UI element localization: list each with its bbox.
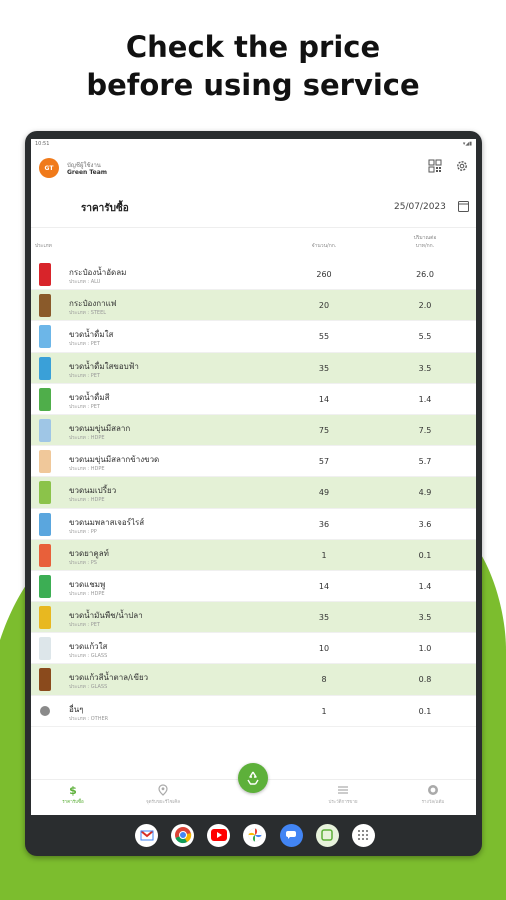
product-price: 5.5	[418, 332, 432, 342]
product-qty: 10	[318, 644, 330, 654]
product-thumbnail	[39, 481, 51, 504]
gear-icon[interactable]	[455, 159, 469, 173]
gmail-icon[interactable]	[135, 824, 158, 847]
product-qty: 8	[321, 675, 327, 685]
product-type: ประเภท : HDPE	[69, 497, 105, 504]
table-row[interactable]	[31, 664, 476, 695]
nav-item-history[interactable]	[313, 784, 373, 805]
status-time: 10:51	[35, 141, 50, 147]
app-screen	[31, 139, 476, 815]
taskbar-dock	[135, 822, 375, 848]
table-row[interactable]	[31, 540, 476, 571]
product-type: ประเภท : PET	[69, 372, 100, 379]
product-name: ขวดน้ำดื่มสี	[69, 392, 110, 402]
account-label: บัญชีผู้ใช้งาน	[67, 162, 101, 169]
product-name: ขวดแก้วใส	[69, 642, 108, 652]
product-name: กระป๋องกาแฟ	[69, 299, 117, 309]
table-row[interactable]	[31, 384, 476, 415]
product-price: 7.5	[418, 425, 432, 435]
product-name: ขวดน้ำดื่มใส	[69, 330, 114, 340]
product-type: ประเภท : STEEL	[69, 310, 107, 317]
product-price: 1.0	[418, 644, 432, 654]
product-price: 3.5	[418, 363, 432, 373]
table-row[interactable]	[31, 353, 476, 384]
product-type: ประเภท : HDPE	[69, 590, 105, 597]
product-type: ประเภท : PET	[69, 403, 100, 410]
nav-item-price[interactable]	[43, 784, 103, 805]
nav-label: จุดรับขยะรีไซเคิล	[145, 800, 180, 805]
recycle-fab-button[interactable]	[238, 763, 268, 793]
table-row[interactable]	[31, 415, 476, 446]
product-thumbnail	[39, 388, 51, 411]
title-row	[31, 191, 476, 221]
product-name: ขวดนมขุ่นมีสลากข้างขวด	[69, 455, 160, 465]
table-row[interactable]	[31, 696, 476, 727]
product-qty: 1	[321, 550, 327, 560]
product-type: ประเภท : GLASS	[69, 684, 108, 691]
product-thumbnail	[40, 706, 50, 716]
product-thumbnail	[39, 357, 51, 380]
table-row[interactable]	[31, 290, 476, 321]
col-qty-header: จำนวน/กก.	[311, 243, 337, 249]
location-pin-icon	[157, 784, 169, 796]
nav-label: ราคารับซื้อ	[62, 800, 84, 805]
tablet-frame	[25, 131, 482, 856]
product-price: 1.4	[418, 394, 432, 404]
product-thumbnail	[39, 575, 51, 598]
product-type: ประเภท : PP	[69, 528, 97, 535]
product-price: 3.5	[418, 613, 432, 623]
product-thumbnail	[39, 450, 51, 473]
product-price: 0.1	[418, 550, 432, 560]
qr-code-icon[interactable]	[428, 159, 442, 173]
app-bar	[31, 153, 476, 183]
nav-label: ประวัติการขาย	[328, 800, 358, 805]
product-name: ขวดนมขุ่นมีสลาก	[69, 423, 131, 433]
product-qty: 55	[318, 332, 330, 342]
product-thumbnail	[39, 325, 51, 348]
product-thumbnail	[39, 513, 51, 536]
product-price: 0.8	[418, 675, 432, 685]
product-price: 0.1	[418, 706, 432, 716]
product-name: ขวดน้ำดื่มใสขอบฟ้า	[69, 361, 139, 371]
product-price: 3.6	[418, 519, 432, 529]
product-name: ขวดน้ำมันพืช/น้ำปลา	[69, 611, 143, 621]
table-row[interactable]	[31, 602, 476, 633]
nav-item-location[interactable]	[133, 784, 193, 805]
col-price-header-line-2: บาท/กก.	[415, 243, 435, 249]
status-bar	[31, 139, 476, 150]
date-value[interactable]: 25/07/2023	[394, 202, 446, 212]
product-thumbnail	[39, 419, 51, 442]
product-thumbnail	[39, 668, 51, 691]
messages-icon[interactable]	[280, 824, 303, 847]
product-price: 5.7	[418, 457, 432, 467]
youtube-icon[interactable]	[207, 824, 230, 847]
product-qty: 260	[316, 270, 332, 279]
app-icon[interactable]	[316, 824, 339, 847]
table-row[interactable]	[31, 633, 476, 664]
product-qty: 1	[321, 706, 327, 716]
list-icon	[337, 784, 349, 796]
product-name: ขวดแก้วสีน้ำตาล/เขียว	[69, 673, 149, 683]
svg-text:$: $	[69, 784, 77, 796]
product-qty: 14	[318, 581, 330, 591]
recycle-icon	[245, 770, 261, 786]
photos-icon[interactable]	[243, 824, 266, 847]
product-name: อื่นๆ	[69, 704, 84, 714]
table-row[interactable]	[31, 477, 476, 508]
price-table	[31, 259, 476, 727]
product-price: 4.9	[418, 488, 432, 498]
product-type: ประเภท : HDPE	[69, 434, 105, 441]
product-qty: 75	[318, 425, 330, 435]
product-thumbnail	[39, 544, 51, 567]
col-price-header	[401, 234, 449, 250]
product-name: ขวดนมพลาสเจอร์ไรส์	[69, 517, 145, 527]
product-price: 1.4	[418, 581, 432, 591]
product-type: ประเภท : ALU	[69, 279, 101, 285]
avatar[interactable]: GT	[39, 158, 59, 178]
product-thumbnail	[39, 637, 51, 660]
product-type: ประเภท : PET	[69, 341, 100, 348]
table-row[interactable]	[31, 571, 476, 602]
table-row[interactable]	[31, 259, 476, 290]
headline	[0, 28, 506, 104]
product-type: ประเภท : OTHER	[69, 715, 109, 722]
table-row[interactable]	[31, 446, 476, 477]
headline-line-1: Check the price	[125, 30, 381, 64]
dollar-icon	[67, 784, 79, 796]
table-header	[31, 227, 476, 259]
product-qty: 35	[318, 363, 330, 373]
status-icons: ▾◢▮	[462, 141, 472, 147]
product-qty: 35	[318, 613, 330, 623]
apps-grid-icon[interactable]	[352, 824, 375, 847]
product-thumbnail	[39, 263, 51, 286]
col-price-header-line-1: ปริมาณต่อ	[413, 235, 437, 241]
badge-icon	[427, 784, 439, 796]
product-thumbnail	[39, 294, 51, 317]
page-title: ราคารับซื้อ	[81, 203, 129, 214]
nav-label: รางวัล/แต้ม	[421, 800, 445, 805]
product-thumbnail	[39, 606, 51, 629]
product-price: 26.0	[416, 270, 434, 279]
table-row[interactable]	[31, 321, 476, 352]
product-qty: 14	[318, 394, 330, 404]
calendar-icon[interactable]	[458, 200, 469, 212]
product-price: 2.0	[418, 301, 432, 311]
headline-line-2: before using service	[86, 68, 420, 102]
table-row[interactable]	[31, 509, 476, 540]
product-type: ประเภท : HDPE	[69, 466, 105, 473]
product-qty: 57	[318, 457, 330, 467]
nav-item-rewards[interactable]	[403, 784, 463, 805]
product-name: กระป๋องน้ำอัดลม	[69, 268, 127, 277]
product-type: ประเภท : PS	[69, 559, 97, 566]
product-type: ประเภท : PET	[69, 622, 100, 629]
product-type: ประเภท : GLASS	[69, 653, 108, 660]
product-qty: 20	[318, 301, 330, 311]
product-name: ขวดแชมพู	[69, 579, 106, 589]
col-type-header: ประเภท	[35, 243, 52, 249]
product-name: ขวดนมเปรี้ยว	[69, 486, 117, 496]
chrome-icon[interactable]	[171, 824, 194, 847]
product-name: ขวดยาคูลท์	[69, 548, 109, 558]
product-qty: 49	[318, 488, 330, 498]
product-qty: 36	[318, 519, 330, 529]
account-name: Green Team	[67, 169, 108, 176]
